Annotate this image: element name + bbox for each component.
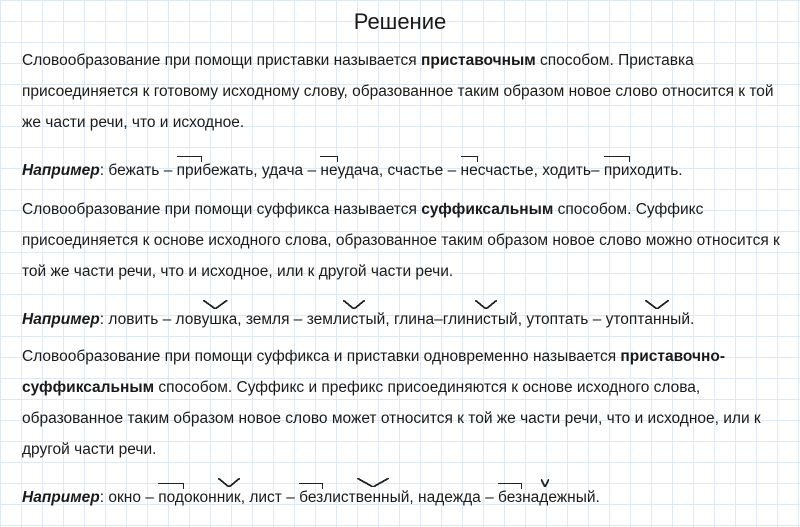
- suffix-mark: венн: [356, 487, 390, 509]
- example-suffix: Например: ловить – ловушка, земля – землистый, глина–глинистый, утоптать – утоптанный.: [22, 309, 792, 331]
- example-prefix: Например: бежать – прибежать, удача – неудача, счастье – несчастье, ходить– приходить.: [22, 160, 792, 182]
- prefix-mark: без: [299, 487, 323, 509]
- suffix-mark: ушк: [202, 309, 229, 331]
- suffix-mark: ист: [342, 309, 366, 331]
- example-label: Например: [22, 311, 100, 328]
- zero-suffix-mark: надеж: [522, 487, 567, 509]
- prefix-mark: не: [461, 160, 478, 182]
- example-label: Например: [22, 162, 100, 179]
- example-prefix-suffix: Например: окно – подоконник, лист – безлиственный, надежда – безнадежный.: [22, 487, 792, 509]
- suffix-mark: ист: [474, 309, 498, 331]
- paragraph-suffix-method: Словообразование при помощи суффикса называется суффиксальным способом. Суффикс присоединяется к основе исходного слова, образованное таким образом новое слово можно относится к той же части речи, что и исходное, или к другой части речи.: [22, 201, 780, 280]
- term-suffix-method: суффиксальным: [421, 201, 554, 218]
- suffix-mark: анн: [644, 309, 670, 331]
- paragraph-prefix-suffix-method: Словообразование при помощи суффикса и приставки одновременно называется приставочно-суффиксальным способом. Суффикс и префикс присоединяются к основе исходного слова, образованное таким образом новое слово может относится к той же части речи, что и исходное, или к другой части речи.: [22, 348, 761, 458]
- prefix-mark: под: [158, 487, 184, 509]
- prefix-mark: при: [604, 160, 630, 182]
- term-prefix-suffix-method: приставочно-суффиксальным: [22, 348, 725, 396]
- example-label: Например: [22, 489, 100, 506]
- paragraph-prefix-method: Словообразование при помощи приставки называется приставочным способом. Приставка присоединяется к готовому исходному слову, образованное таким образом новое слово относится к той же части речи, что и исходное.: [22, 52, 774, 131]
- prefix-mark: не: [320, 160, 337, 182]
- prefix-mark: без: [498, 487, 522, 509]
- page-title: Решение: [353, 9, 447, 34]
- suffix-mark: ник: [217, 487, 241, 509]
- term-prefix-method: приставочным: [421, 52, 536, 69]
- prefix-mark: при: [177, 160, 203, 182]
